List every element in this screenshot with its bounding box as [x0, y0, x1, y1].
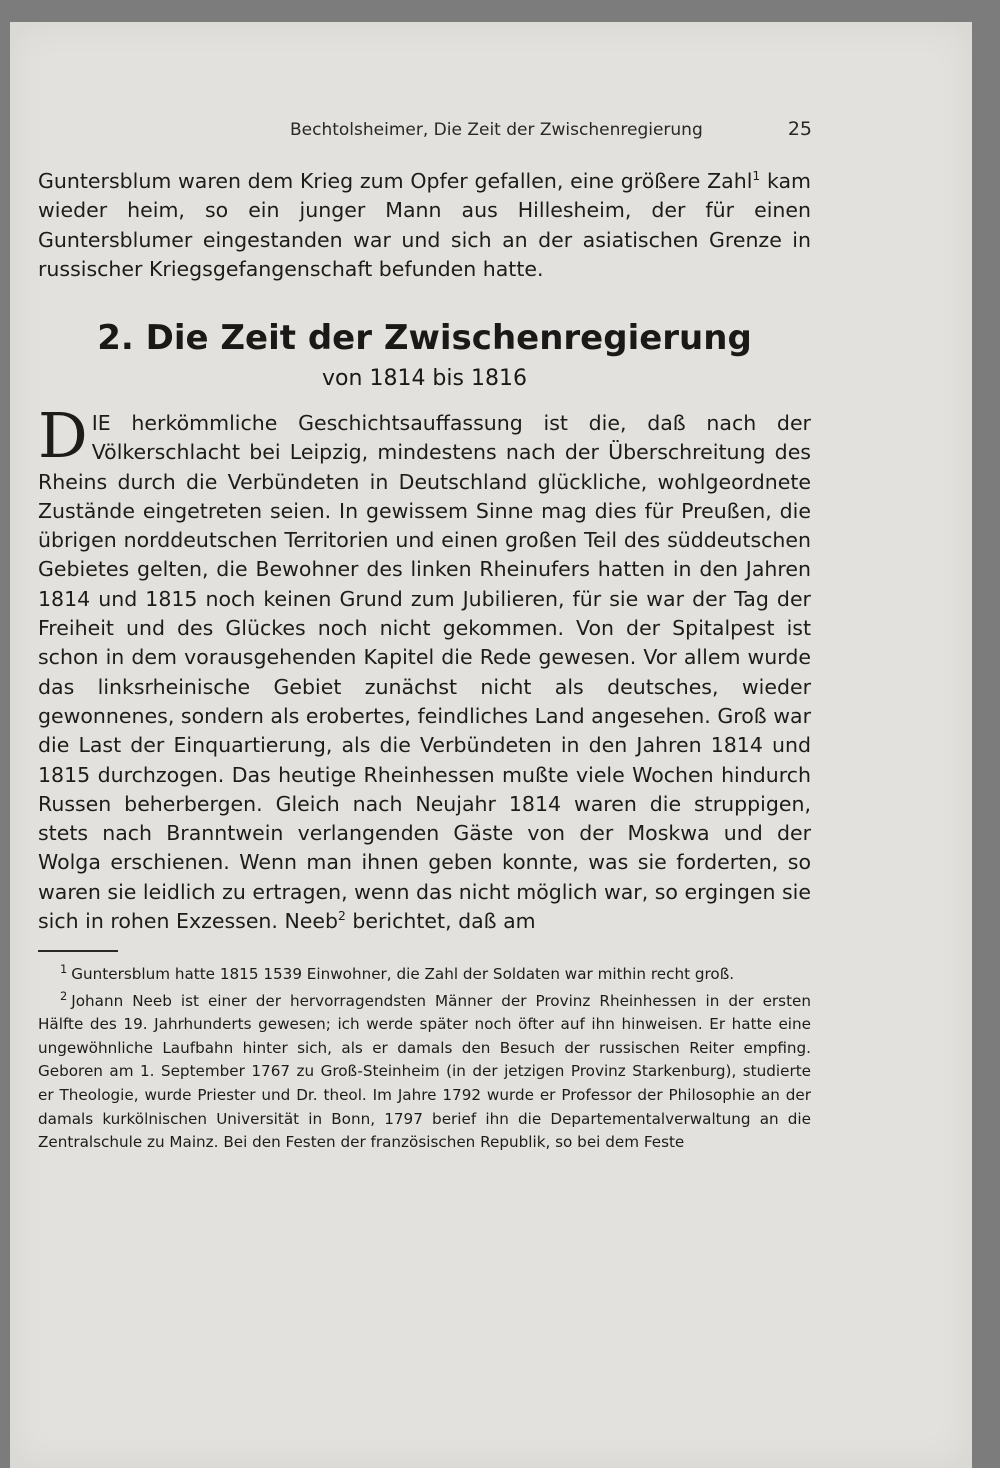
intro-text-end: kam wieder heim, so ein junger Mann aus Hillesheim, der für einen Guntersblumer eingestanden war und sich an der asiatischen Grenze in russischer Kriegsgefangenschaft befunden hatte.: [38, 169, 812, 281]
body-text-end: berichtet, daß am: [345, 909, 536, 934]
footnote-marker: 2: [60, 988, 68, 1003]
footnote-ref-1: 1: [752, 169, 761, 184]
footnote-marker: 1: [60, 961, 68, 976]
footnote-ref-2: 2: [338, 909, 346, 924]
running-header: [290, 118, 812, 140]
chapter-subtitle: von 1814 bis 1816: [322, 366, 527, 391]
page-number: 25: [787, 118, 812, 140]
chapter-title: 2. Die Zeit der Zwischenregierung: [97, 318, 752, 358]
footnote-text: Guntersblum hatte 1815 1539 Einwohner, die Zahl der Soldaten war mithin recht groß.: [71, 965, 735, 983]
intro-text-start: Guntersblum waren dem Krieg zum Opfer gefallen, eine größere Zahl: [38, 169, 753, 193]
body-text-main: IE herkömmliche Geschichtsauffassung ist die, daß nach der Völkerschlacht bei Leipzig, mindestens nach der Überschreitung des Rheins durch die Verbündeten in Deutschland glückliche, wohlgeordnete Zustände eingetreten seien. In gewissem Sinne mag dies für Preußen, die übrigen norddeutschen Territorien und einen großen Teil des süddeutschen Gebietes gelten, die Bewohner des linken Rheinufers hatten in den Jahren 1814 und 1815 noch keinen Grund zum Jubilieren, für sie war der Tag der Freiheit und des Glückes noch nicht gekommen. Von der Spitalpest ist schon in dem vorausgehenden Kapitel die Rede gewesen. Vor allem wurde das linksrheinische Gebiet zunächst nicht als deutsches, wieder gewonnenes, sondern als erobertes, feindliches Land angesehen. Groß war die Last der Einquartierung, als die Verbündeten in den Jahren 1814 und 1815 durchzogen. Das heutige Rheinhessen mußte viele Wochen hindurch Russen beherbergen. Gleich nach Neujahr 1814 waren die struppigen, stets nach Branntwein verlangenden Gäste von der Moskwa und der Wolga erschienen. Wenn man ihnen geben konnte, was sie forderten, so waren sie leidlich zu ertragen, wenn das nicht möglich war, so ergingen sie sich in rohen Exzessen. Neeb: [38, 411, 811, 934]
footnotes: [38, 963, 811, 1155]
footnote-divider: [38, 950, 118, 952]
footnote-text: Johann Neeb ist einer der hervorragendsten Männer der Provinz Rheinhessen in der ersten Hälfte des 19. Jahrhunderts gewesen; ich werde später noch öfter auf ihn hinweisen. Er hatte eine ungewöhnliche Laufbahn hinter sich, als er damals den Besuch der russischen Reiter empfing. Geboren am 1. September 1767 zu Groß-Steinheim (in der jetzigen Provinz Starkenburg), studierte er Theologie, wurde Priester und Dr. theol. Im Jahre 1792 wurde er Professor der Philosophie an der damals kurkölnischen Universität in Bonn, 1797 berief ihn die Departementalverwaltung an die Zentralschule zu Mainz. Bei den Festen der französischen Republik, so bei dem Feste: [38, 991, 811, 1152]
running-title: Bechtolsheimer, Die Zeit der Zwischenregierung: [290, 120, 703, 140]
footnote-2: [38, 990, 811, 1155]
chapter-body: [38, 399, 811, 936]
footnote-1: [38, 963, 811, 987]
drop-cap: D: [38, 399, 88, 472]
intro-paragraph: [38, 167, 811, 284]
